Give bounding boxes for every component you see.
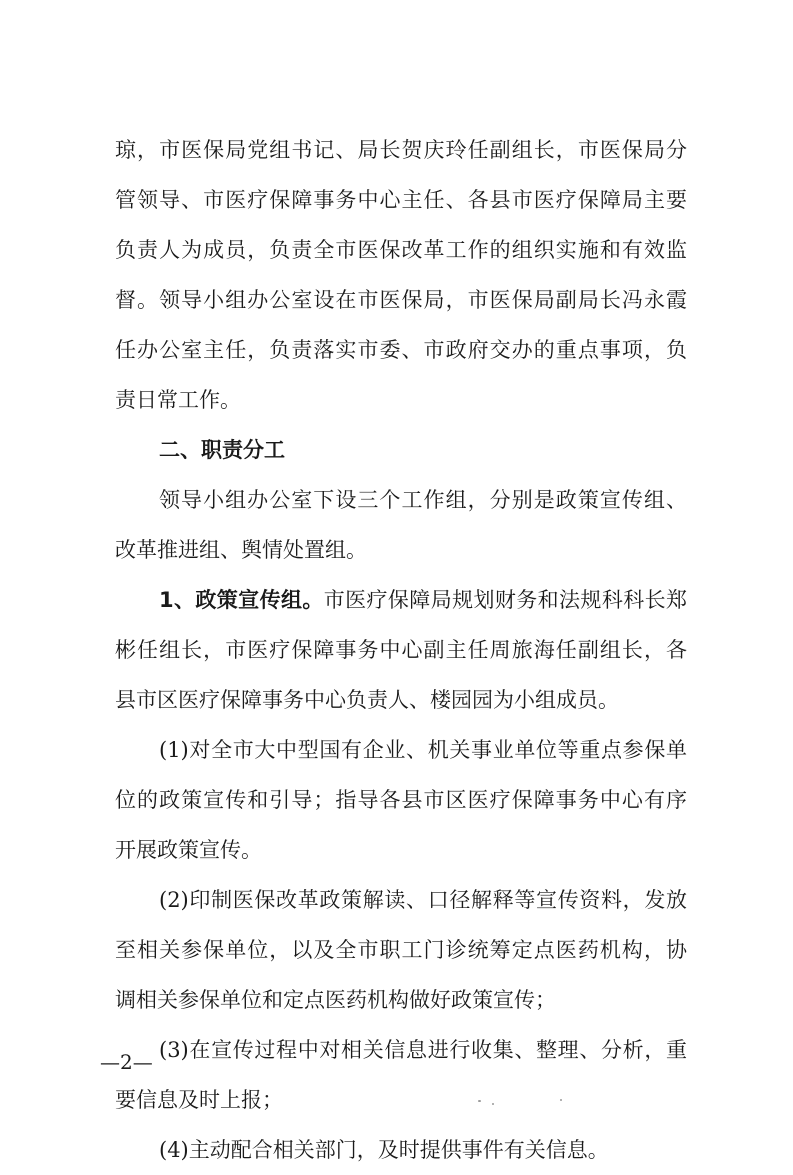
paragraph-line: 负责人为成员，负责全市医保改革工作的组织实施和有效监 (115, 238, 687, 262)
paragraph-line: 位的政策宣传和引导；指导各县市区医疗保障事务中心有序 (115, 788, 687, 812)
paragraph-text: 市医疗保障局规划财务和法规科科长郑 (323, 588, 687, 612)
paragraph-line: 彬任组长，市医疗保障事务中心副主任周旅海任副组长，各 (115, 638, 687, 662)
paragraph-line: (4)主动配合相关部门，及时提供事件有关信息。 (159, 1138, 609, 1162)
group-title: 1、政策宣传组。 (159, 588, 324, 612)
paragraph-line: 改革推进组、舆情处置组。 (115, 538, 367, 562)
paragraph-line: (2)印制医保改革政策解读、口径解释等宣传资料，发放 (159, 888, 687, 912)
paragraph-line: (3)在宣传过程中对相关信息进行收集、整理、分析，重 (159, 1038, 687, 1062)
paragraph-line: 调相关参保单位和定点医药机构做好政策宣传； (115, 988, 556, 1012)
paragraph-line: 琼，市医保局党组书记、局长贺庆玲任副组长，市医保局分 (115, 138, 687, 162)
scan-speck (492, 1103, 494, 1105)
paragraph-line: 任办公室主任，负责落实市委、市政府交办的重点事项，负 (115, 338, 687, 362)
paragraph-line: 领导小组办公室下设三个工作组，分别是政策宣传组、 (159, 488, 687, 512)
document-body (115, 125, 687, 1175)
paragraph-line: 县市区医疗保障事务中心负责人、楼园园为小组成员。 (115, 688, 619, 712)
paragraph-line: 管领导、市医疗保障事务中心主任、各县市医疗保障局主要 (115, 188, 687, 212)
paragraph-line: 要信息及时上报； (115, 1088, 283, 1112)
section-heading: 二、职责分工 (159, 438, 285, 462)
paragraph-line: (1)对全市大中型国有企业、机关事业单位等重点参保单 (159, 738, 687, 762)
paragraph-line: 督。领导小组办公室设在市医保局，市医保局副局长冯永霞 (115, 288, 687, 312)
scan-speck (560, 1099, 562, 1101)
paragraph-line: 开展政策宣传。 (115, 838, 262, 862)
paragraph-line (115, 575, 687, 625)
page-number: —2— (100, 1050, 153, 1074)
paragraph-line: 责日常工作。 (115, 388, 241, 412)
scan-speck (478, 1100, 481, 1102)
paragraph-line: 至相关参保单位，以及全市职工门诊统筹定点医药机构，协 (115, 938, 687, 962)
